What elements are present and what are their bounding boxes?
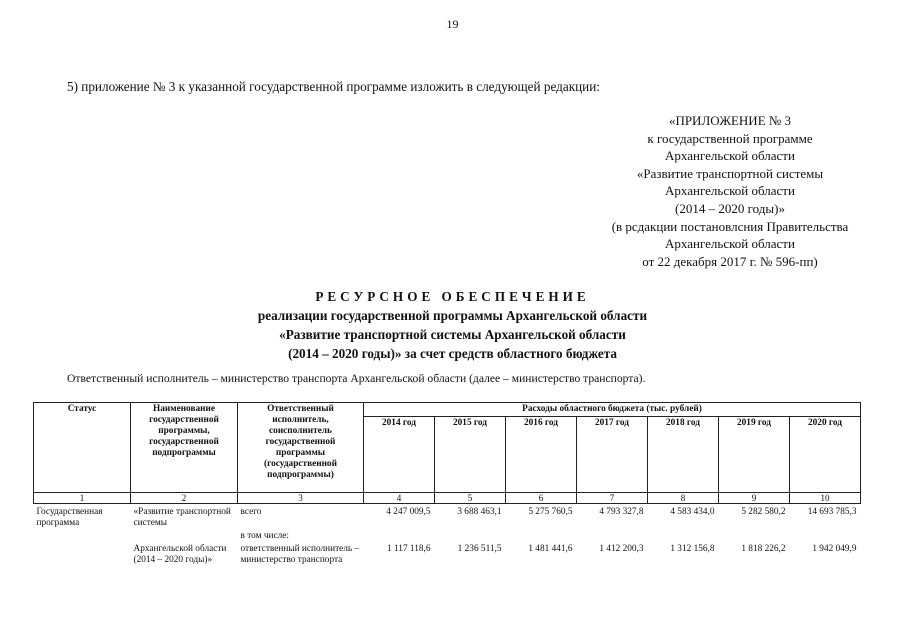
row-value: 4 247 009,5 xyxy=(386,507,431,517)
appendix-line: к государственной программе xyxy=(647,130,813,146)
row-value: 3 688 463,1 xyxy=(457,507,502,517)
header-year: 2018 год xyxy=(648,417,719,493)
table-row xyxy=(34,504,861,531)
column-number: 5 xyxy=(435,493,506,504)
appendix-line: (в рсдакции постановлсния Правительства xyxy=(611,218,849,234)
column-number: 7 xyxy=(577,493,648,504)
row-value: 1 117 118,6 xyxy=(387,544,431,554)
column-number: 2 xyxy=(131,493,238,504)
header-program-name: Наименование государственной программы, государственной подпрограммы xyxy=(131,403,238,493)
header-year: 2014 год xyxy=(364,417,435,493)
row-value: 4 793 327,8 xyxy=(599,507,644,517)
row-value: 5 282 580,2 xyxy=(741,507,786,517)
column-number: 9 xyxy=(719,493,790,504)
header-year: 2016 год xyxy=(506,417,577,493)
header-year: 2017 год xyxy=(577,417,648,493)
row-executor: ответственный исполнитель – министерство транспорта xyxy=(240,544,360,565)
page-number: 19 xyxy=(446,17,459,31)
header-expenses: Расходы областного бюджета (тыс. рублей) xyxy=(364,403,861,417)
column-number: 10 xyxy=(790,493,861,504)
header-executor: Ответственный исполнитель, соисполнитель государственной программы (государственной подпрограммы) xyxy=(238,403,364,493)
appendix-line: «Развитие транспортной системы xyxy=(636,165,824,181)
row-value: 4 583 434,0 xyxy=(670,507,715,517)
appendix-line: Архангельской области xyxy=(665,183,795,199)
row-executor: в том числе: xyxy=(240,531,289,541)
header-year: 2020 год xyxy=(790,417,861,493)
header-year: 2015 год xyxy=(435,417,506,493)
row-value: 1 818 226,2 xyxy=(741,544,786,554)
document-title xyxy=(0,287,905,363)
appendix-line: (2014 – 2020 годы)» xyxy=(675,200,785,216)
row-program-name: «Развитие транспортной системы xyxy=(133,507,231,528)
title-line: (2014 – 2020 годы)» за счет средств областного бюджета xyxy=(288,346,617,361)
column-number-row xyxy=(34,493,861,504)
appendix-line: «ПРИЛОЖЕНИЕ № 3 xyxy=(668,113,792,128)
column-number: 3 xyxy=(238,493,364,504)
row-status: Государственная программа xyxy=(36,507,103,528)
appendix-line: Архангельской области xyxy=(665,236,795,252)
row-value: 1 481 441,6 xyxy=(528,544,573,554)
row-program-name: Архангельской области (2014 – 2020 годы)» xyxy=(133,544,227,565)
budget-table xyxy=(33,402,861,567)
row-value: 5 275 760,5 xyxy=(528,507,573,517)
row-value: 1 412 200,3 xyxy=(599,544,644,554)
row-executor: всего xyxy=(240,507,262,517)
responsible-executor-note: Ответственный исполнитель – министерство транспорта Архангельской области (далее – министерство транспорта). xyxy=(67,372,646,385)
title-heading: РЕСУРСНОЕ ОБЕСПЕЧЕНИЕ xyxy=(315,289,590,304)
header-year: 2019 год xyxy=(719,417,790,493)
row-value: 1 236 511,5 xyxy=(457,544,502,554)
appendix-line: от 22 декабря 2017 г. № 596-пп) xyxy=(642,253,818,269)
row-value: 1 942 049,9 xyxy=(812,544,857,554)
appendix-heading-block xyxy=(560,112,900,270)
title-line: реализации государственной программы Архангельской области xyxy=(257,308,648,323)
title-line: «Развитие транспортной системы Архангельской области xyxy=(279,327,626,342)
intro-paragraph: 5) приложение № 3 к указанной государственной программе изложить в следующей редакции: xyxy=(67,79,600,94)
column-number: 6 xyxy=(506,493,577,504)
header-status: Статус xyxy=(34,403,131,493)
row-value: 14 693 785,3 xyxy=(807,507,857,517)
column-number: 4 xyxy=(364,493,435,504)
table-row xyxy=(34,543,861,567)
appendix-line: Архангельской области xyxy=(665,148,795,164)
column-number: 1 xyxy=(34,493,131,504)
row-value: 1 312 156,8 xyxy=(670,544,715,554)
column-number: 8 xyxy=(648,493,719,504)
